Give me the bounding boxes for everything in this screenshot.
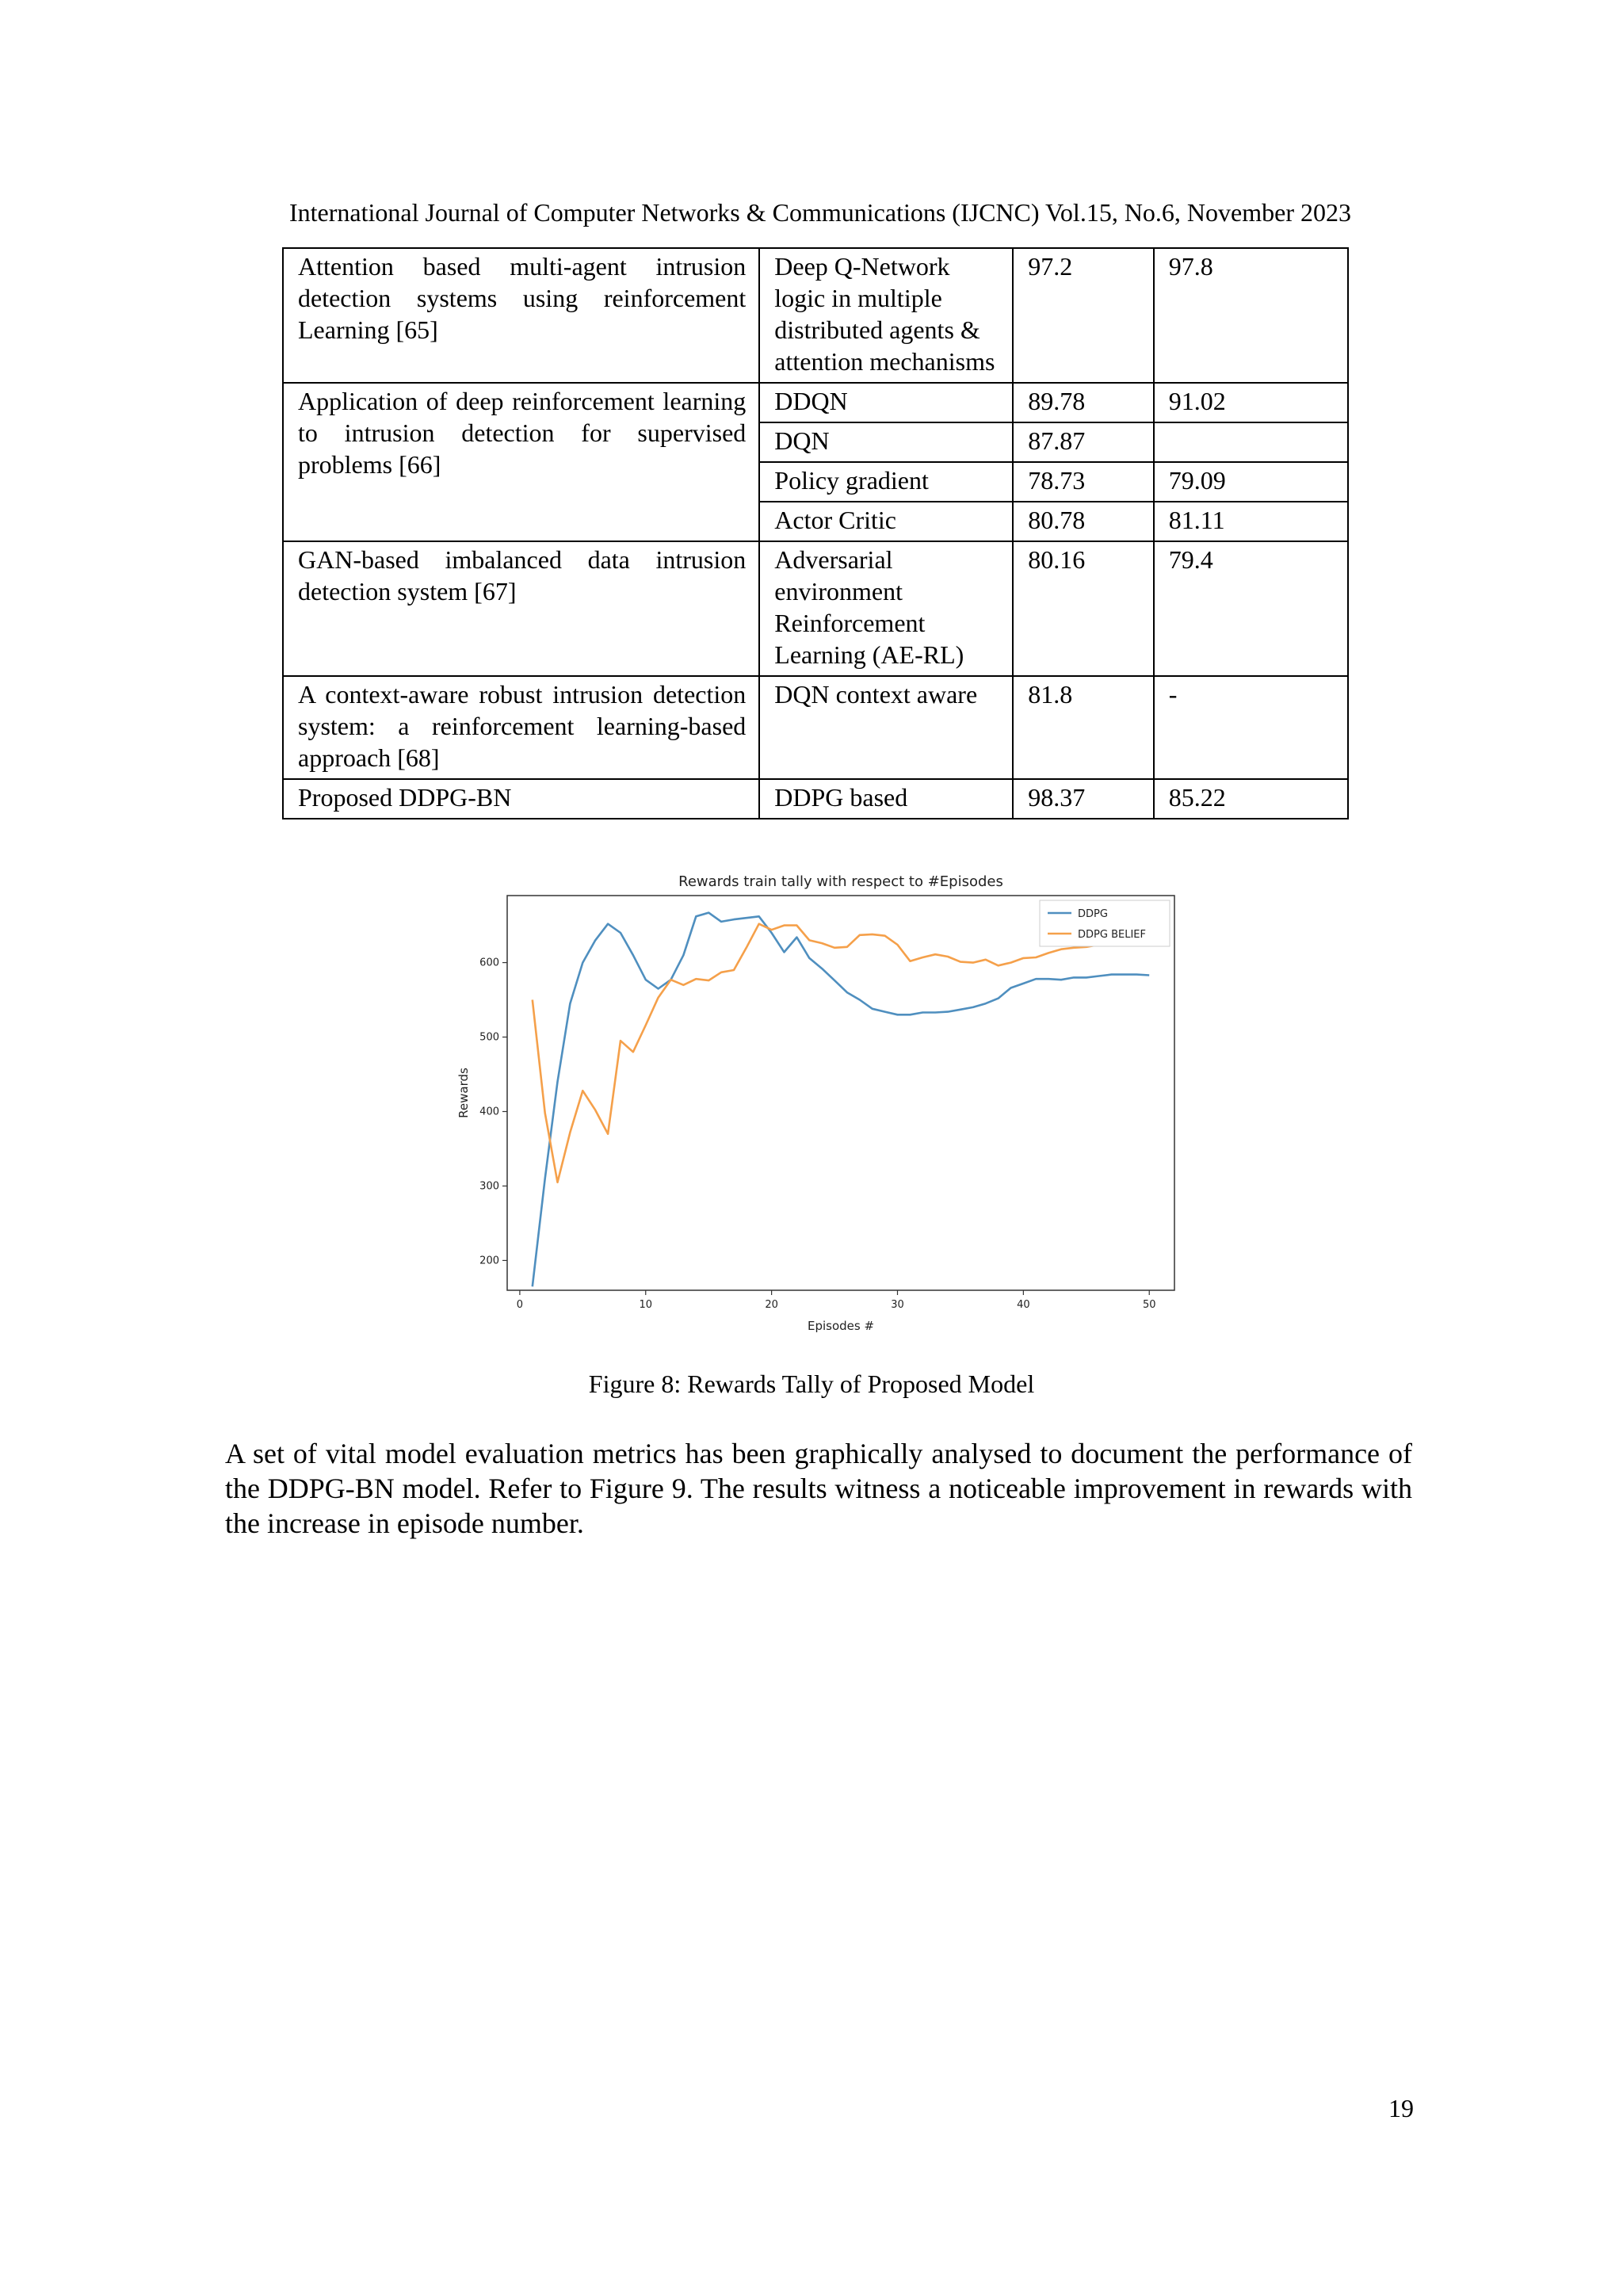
y-tick-label: 400 bbox=[479, 1106, 499, 1118]
y-tick-label: 300 bbox=[479, 1180, 499, 1193]
method-cell: DDQN bbox=[759, 383, 1013, 422]
study-cell: Proposed DDPG-BN bbox=[283, 779, 759, 819]
value-cell: 97.2 bbox=[1013, 248, 1154, 383]
value-cell: 80.16 bbox=[1013, 541, 1154, 676]
method-cell: Policy gradient bbox=[759, 462, 1013, 502]
value-cell: 98.37 bbox=[1013, 779, 1154, 819]
table-row bbox=[283, 676, 1348, 779]
y-axis-label: Rewards bbox=[456, 1068, 471, 1118]
x-axis-label: Episodes # bbox=[807, 1319, 875, 1333]
chart-title: Rewards train tally with respect to #Episodes bbox=[678, 873, 1003, 890]
page-number: 19 bbox=[1388, 2094, 1414, 2122]
value-cell: 89.78 bbox=[1013, 383, 1154, 422]
value-cell: 85.22 bbox=[1154, 779, 1348, 819]
value-cell: 87.87 bbox=[1013, 422, 1154, 462]
table-row bbox=[283, 779, 1348, 819]
table-row bbox=[283, 248, 1348, 383]
x-tick-label: 0 bbox=[516, 1299, 524, 1311]
value-cell: 81.11 bbox=[1154, 502, 1348, 541]
y-tick-label: 600 bbox=[479, 957, 499, 969]
y-tick-label: 500 bbox=[479, 1031, 499, 1044]
legend-label-ddpg: DDPG bbox=[1078, 908, 1108, 920]
y-axis-ticks bbox=[479, 957, 507, 1267]
method-cell: Actor Critic bbox=[759, 502, 1013, 541]
table-row bbox=[283, 383, 1348, 422]
x-tick-label: 10 bbox=[639, 1299, 653, 1311]
value-cell: 81.8 bbox=[1013, 676, 1154, 779]
method-cell: DDPG based bbox=[759, 779, 1013, 819]
value-cell: 79.09 bbox=[1154, 462, 1348, 502]
value-cell bbox=[1154, 422, 1348, 462]
x-tick-label: 40 bbox=[1017, 1299, 1030, 1311]
y-tick-label: 200 bbox=[479, 1255, 499, 1267]
value-cell: 78.73 bbox=[1013, 462, 1154, 502]
plot-frame bbox=[507, 896, 1174, 1290]
value-cell: 79.4 bbox=[1154, 541, 1348, 676]
journal-header: International Journal of Computer Networks & Communications (IJCNC) Vol.15, No.6, November 2023 bbox=[289, 198, 1351, 227]
chart-legend bbox=[1040, 900, 1170, 946]
plot-area bbox=[507, 896, 1174, 1290]
x-tick-label: 30 bbox=[891, 1299, 904, 1311]
method-cell: DQN context aware bbox=[759, 676, 1013, 779]
x-axis-ticks bbox=[517, 1290, 1156, 1311]
value-cell: 97.8 bbox=[1154, 248, 1348, 383]
value-cell: - bbox=[1154, 676, 1348, 779]
value-cell: 80.78 bbox=[1013, 502, 1154, 541]
method-cell: DQN bbox=[759, 422, 1013, 462]
legend-label-ddpg-belief: DDPG BELIEF bbox=[1078, 929, 1146, 941]
study-cell: Application of deep reinforcement learning to intrusion detection for supervised problems [66] bbox=[283, 383, 759, 541]
comparison-table bbox=[282, 247, 1349, 819]
body-paragraph: A set of vital model evaluation metrics has been graphically analysed to document the performance of the DDPG-BN model. Refer to Figure 9. The results witness a noticeable improvement in rewards with the increase in episode number. bbox=[225, 1438, 1412, 1539]
method-cell: Adversarial environment Reinforcement Learning (AE-RL) bbox=[759, 541, 1013, 676]
study-cell: A context-aware robust intrusion detection system: a reinforcement learning-based approach [68] bbox=[283, 676, 759, 779]
value-cell: 91.02 bbox=[1154, 383, 1348, 422]
table-row bbox=[283, 541, 1348, 676]
rewards-line-chart bbox=[452, 872, 1181, 1347]
x-tick-label: 50 bbox=[1142, 1299, 1156, 1311]
figure-caption: Figure 8: Rewards Tally of Proposed Model bbox=[588, 1370, 1035, 1398]
study-cell: Attention based multi-agent intrusion detection systems using reinforcement Learning [65] bbox=[283, 248, 759, 383]
method-cell: Deep Q-Network logic in multiple distributed agents & attention mechanisms bbox=[759, 248, 1013, 383]
x-tick-label: 20 bbox=[765, 1299, 778, 1311]
study-cell: GAN-based imbalanced data intrusion detection system [67] bbox=[283, 541, 759, 676]
